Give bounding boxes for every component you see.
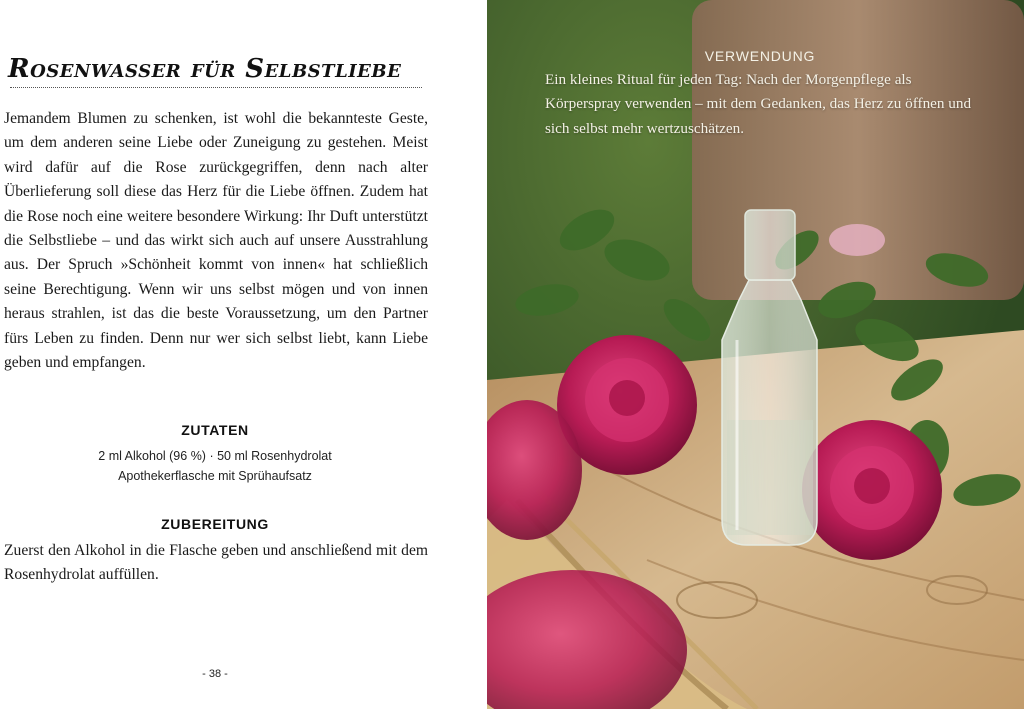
title-divider bbox=[10, 87, 422, 88]
usage-box bbox=[545, 48, 985, 141]
preparation-heading: ZUBEREITUNG bbox=[161, 516, 269, 532]
ingredients-list bbox=[0, 446, 430, 486]
usage-text: Ein kleines Ritual für jeden Tag: Nach der Morgenpflege als Körperspray verwenden – mit dem Gedanken, das Herz zu öffnen und sich selbst mehr wertzuschätzen. bbox=[545, 71, 972, 137]
ingredients-line: Apothekerflasche mit Sprühaufsatz bbox=[118, 469, 312, 483]
ingredients-heading: ZUTATEN bbox=[181, 422, 249, 438]
page-title: Rosenwasser für Selbstliebe bbox=[8, 54, 402, 84]
intro-paragraph: Jemandem Blumen zu schenken, ist wohl die bekannteste Geste, um dem anderen seine Liebe oder Zuneigung zu gestehen. Meist wird dafür auf die Rose zurückgegriffen, denn nach alter Überlieferung soll diese das Herz für die Liebe öffnen. Zudem hat die Rose noch eine weitere besondere Wirkung: Ihr Duft unterstützt die Selbstliebe – und das wirkt sich auch auf unsere Ausstrahlung aus. Der Spruch »Schönheit kommt von innen« hat schließlich seine Berechtigung. Wenn wir uns selbst mögen und von innen heraus strahlen, ist das die beste Voraussetzung, um den Partner fürs Leben zu finden. Denn nur wer sich selbst liebt, kann Liebe geben und empfangen. bbox=[4, 110, 428, 372]
usage-heading: VERWENDUNG bbox=[704, 48, 816, 64]
preparation-paragraph: Zuerst den Alkohol in die Flasche geben und anschließend mit dem Rosenhydrolat auffüllen. bbox=[4, 542, 428, 584]
page-number: - 38 - bbox=[202, 668, 228, 680]
left-page bbox=[0, 0, 487, 709]
ingredients-line: 2 ml Alkohol (96 %) · 50 ml Rosenhydrolat bbox=[98, 449, 332, 463]
